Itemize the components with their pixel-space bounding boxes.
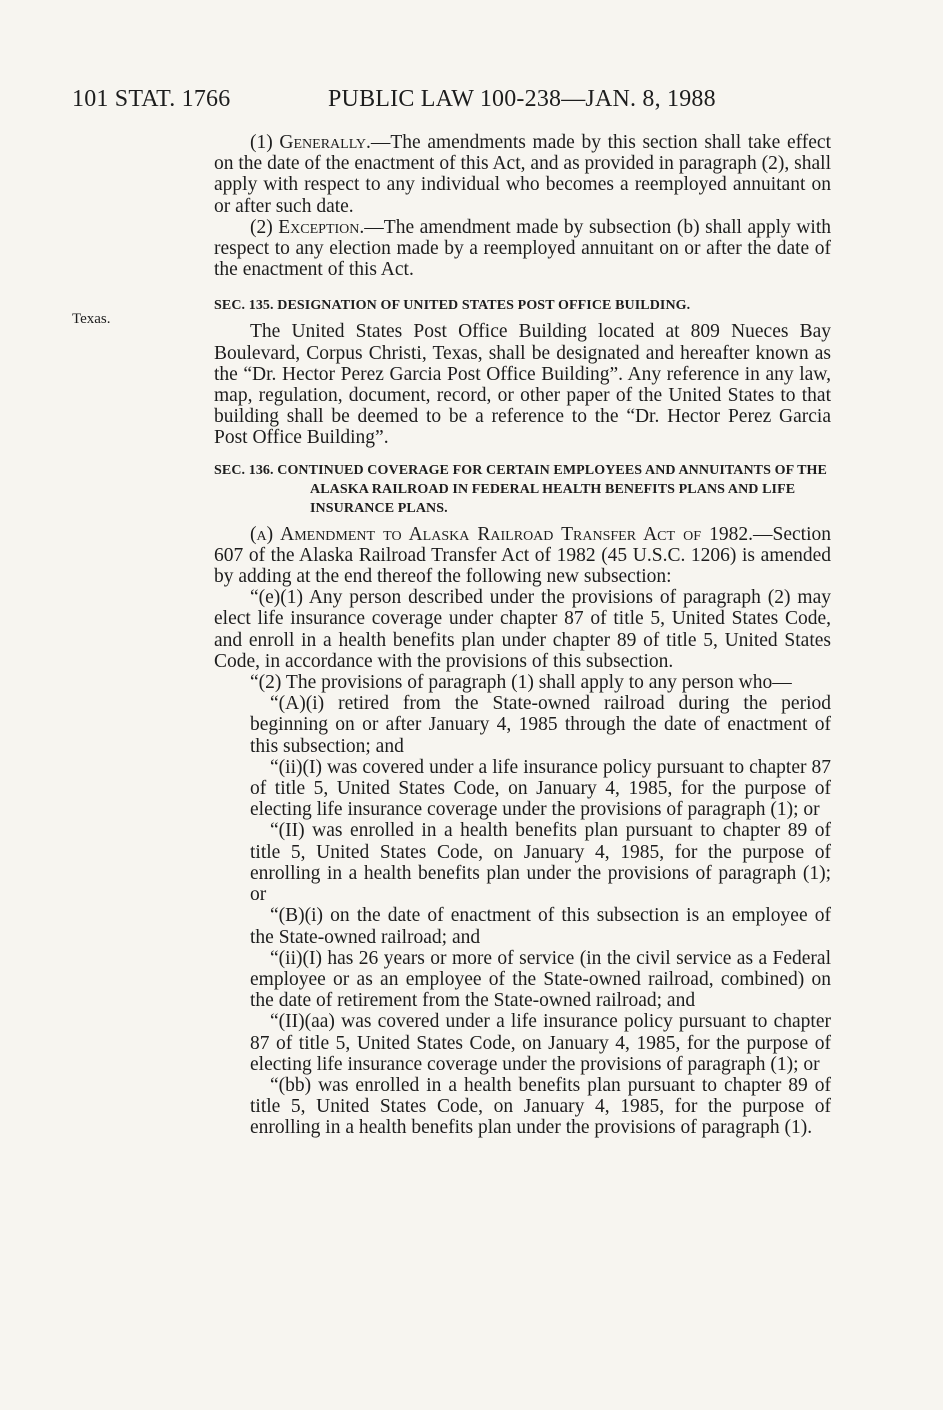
clause-B-ii-II-bb: “(bb) was enrolled in a health benefits plan pursuant to chapter 89 of title 5, United States Code, on January 4, 1985, for the purpose of enrolling in a health benefits plan under the provisions of paragraph (1). [250,1074,831,1139]
paragraph-text: —The amendment made by subsection (b) shall apply with respect to any election made by a reemployed annuitant on or after the date of the enactment of this Act. [214,216,831,281]
subsection-text: —Section 607 of the Alaska Railroad Transfer Act of 1982 (45 U.S.C. 1206) is amended by adding at the end thereof the following new subsection: [214,523,831,588]
section-135-text: The United States Post Office Building located at 809 Nueces Bay Boulevard, Corpus Christi, Texas, shall be designated and hereafter known as the “Dr. Hector Perez Garcia Post Office Building”. Any reference in any law, map, regulation, document, record, or other paper of the United States to that building shall be deemed to be a reference to the “Dr. Hector Perez Garcia Post Office Building”. [214,321,831,449]
paragraph-label: (2) Exception. [250,216,365,238]
subsection-e1: “(e)(1) Any person described under the provisions of paragraph (2) may elect life insurance coverage under chapter 87 of title 5, United States Code, and enroll in a health benefits plan under chapter 89 of title 5, United States Code, in accordance with the provisions of this subsection. [214,587,831,672]
document-body [214,132,831,1139]
public-law-header: PUBLIC LAW 100-238—JAN. 8, 1988 [328,86,716,112]
paragraph-text: —The amendments made by this section shall take effect on the date of the enactment of this Act, and as provided in paragraph (2), shall apply with respect to any individual who becomes a reemployed annuitant on or after such date. [214,132,831,217]
clause-A-i: “(A)(i) retired from the State-owned railroad during the period beginning on or after January 4, 1985 through the date of enactment of this subsection; and [250,693,831,757]
subsection-label: (a) Amendment to Alaska Railroad Transfer Act of 1982. [250,523,753,545]
page-stat-citation: 101 STAT. 1766 [72,86,231,112]
clause-B-ii-I: “(ii)(I) has 26 years or more of service (in the civil service as a Federal employee or as an employee of the State-owned railroad, combined) on the date of retirement from the State-owned railroad; and [250,947,831,1012]
paragraph-exception [214,217,831,281]
clause-B-ii-II-aa: “(II)(aa) was covered under a life insurance policy pursuant to chapter 87 of title 5, United States Code, on January 4, 1985, for the purpose of electing life insurance coverage under the provisions of paragraph (1); or [250,1011,831,1075]
subsection-a [214,524,831,588]
clause-B-i: “(B)(i) on the date of enactment of this subsection is an employee of the State-owned railroad; and [250,905,831,948]
margin-note-texas: Texas. [72,311,111,327]
paragraph-generally [214,132,831,217]
paragraph-label: (1) Generally. [250,132,371,153]
subsection-e2: “(2) The provisions of paragraph (1) shall apply to any person who— [250,672,792,694]
clause-A-ii-I: “(ii)(I) was covered under a life insurance policy pursuant to chapter 87 of title 5, United States Code, on January 4, 1985, for the purpose of electing life insurance coverage under the provisions of paragraph (1); or [250,756,831,821]
section-136-heading: SEC. 136. CONTINUED COVERAGE FOR CERTAIN EMPLOYEES AND ANNUITANTS OF THE ALASKA RAILROAD IN FEDERAL HEALTH BENEFITS PLANS AND LIFE INSURANCE PLANS. [214,462,827,516]
section-135-heading: SEC. 135. DESIGNATION OF UNITED STATES POST OFFICE BUILDING. [214,298,691,314]
clause-A-ii-II: “(II) was enrolled in a health benefits plan pursuant to chapter 89 of title 5, United States Code, on January 4, 1985, for the purpose of enrolling in a health benefits plan under the provisions of paragraph (1); or [250,820,831,906]
